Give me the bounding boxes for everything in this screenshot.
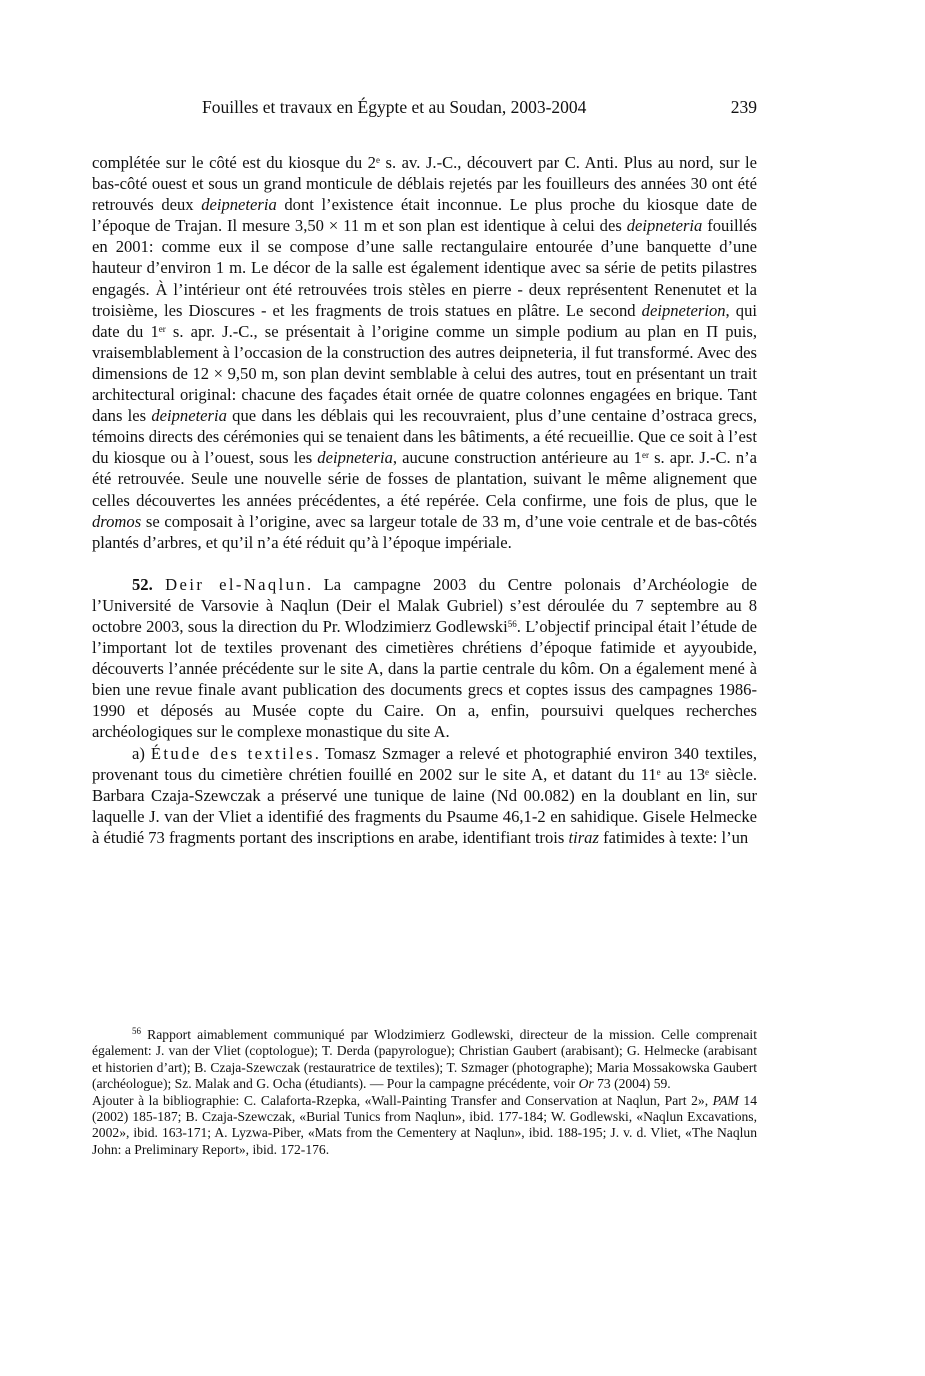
text-run: . La campagne 2003 du Centre polonais d’Archéologie de l’Université de Varsovie à Naqlun (Deir el Malak Gubriel) s’est déroulée du 7 septembre au 8 octobre 2003, sous la direction du Pr. Wlodzimierz Godlewski: [92, 574, 757, 636]
italic-term: Or: [578, 1076, 594, 1092]
text-run: fatimides à texte: l’un: [598, 827, 749, 847]
subsection-heading: Étude des textiles: [150, 743, 315, 763]
italic-term: deipneteria: [151, 406, 227, 426]
section-site-name: Deir el-Naqlun: [165, 574, 308, 594]
footnote-56: [92, 1027, 757, 1093]
text-run: complétée sur le côté est du kiosque du 2: [92, 153, 376, 172]
footnote-number: 56: [132, 1026, 141, 1036]
text-run: Ajouter à la bibliographie: C. Calaforta-Rzepka, «Wall-Painting Transfer and Conservation at Naqlun, Part 2»,: [92, 1092, 713, 1108]
page-number: 239: [730, 97, 757, 117]
text-run: que dans les déblais qui les recouvraient, plus d’une centaine d’ostraca grecs, témoins directs des cérémonies qui se tenaient dans les bâtiments, a été recueillie. Que ce soit à l’est du kiosque ou à l’ouest, sous les: [92, 406, 758, 468]
subsection-a-paragraph: [92, 743, 757, 848]
text-run: dont l’existence était inconnue. Le plus proche du kiosque date de l’époque de Trajan. Il mesure 3,50 × 11 m et son plan est identique à celui des: [92, 195, 757, 236]
main-text: [92, 152, 757, 848]
text-run: . L’objectif principal était l’étude de l’important lot de textiles provenant des cimetières chrétiens d’époque fatimide et ayyoubide, découverts l’année précédente sur le site A, dans la partie centrale du kôm. On a également mené à bien une revue finale avant publication des documents grecs et coptes issus des campagnes 1986-1990 et déposés au Musée copte du Caire. On a, enfin, poursuivi quelques recherches archéologiques sur le complexe monastique du site A.: [92, 616, 758, 742]
superscript: er: [641, 450, 649, 461]
italic-term: deipneteria: [201, 195, 277, 215]
superscript: er: [158, 323, 166, 334]
section-number: 52.: [132, 574, 153, 594]
text-run: se composait à l’origine, avec sa largeur totale de 33 m, d’une voie centrale et de bas-côtés plantés d’arbres, et qu’il n’a été réduit qu’à l’époque impériale.: [92, 511, 757, 552]
footnotes: [92, 1027, 757, 1158]
subsection-label: a): [132, 743, 151, 763]
text-run: s. apr. J.-C. n’a été retrouvée. Seule une nouvelle série de fosses de plantation, suivant le même alignement que celles découvertes les années précédentes, a été repérée. Cela confirme, une fois de plus, que le: [92, 448, 758, 510]
text-run: fouillés en 2001: comme eux il se compose d’une salle rectangulaire entourée d’une banquette d’une hauteur d’environ 1 m. Le décor de la salle est également identique avec sa série de petits pilastres engagés. À l’intérieur ont été retrouvées trois stèles en pierre - deux représentent Renenutet et la troisième, les Dioscures - et les fragments de trois statues en plâtre. Le second: [92, 216, 758, 320]
superscript: e: [705, 766, 709, 777]
text-run: . Tomasz Szmager a relevé et photographié environ 340 textiles, provenant tous du cimetière chrétien fouillé en 2002 sur le site A, et datant du 11: [92, 743, 757, 784]
superscript: e: [656, 766, 661, 777]
text-run: , qui date du 1: [92, 300, 757, 341]
italic-term: deipneteria: [626, 216, 703, 236]
italic-term: PAM: [712, 1092, 739, 1108]
text-run: s. apr. J.-C., se présentait à l’origine comme un simple podium au plan en Π puis, vraisemblablement à l’occasion de la construction des autres deipneteria, il fut transformé. Avec des dimensions de 12 × 9,50 m, son plan devint semblable à celui des autres, tout en présentant un trait architectural original: chacune des façades était ornée de quatre colonnes engagées en brique. Tant dans les: [92, 321, 757, 426]
footnote-reference[interactable]: 56: [507, 618, 517, 629]
text-run: 73 (2004) 59.: [593, 1076, 671, 1092]
paragraph-gap: [92, 553, 757, 574]
text-run: au 13: [660, 764, 705, 784]
text-run: , aucune construction antérieure au 1: [392, 448, 642, 468]
running-header: [92, 97, 757, 121]
superscript: e: [375, 155, 380, 165]
text-run: siècle. Barbara Czaja-Szewczak a préservé une tunique de laine (Nd 00.082) en la doublant en lin, sur laquelle J. van der Vliet a identifié des fragments du Psaume 46,1-2 en sahidique. Gisele Helmecke à étudié 73 fragments portant des inscriptions en arabe, identifiant trois: [92, 764, 757, 847]
running-title: Fouilles et travaux en Égypte et au Soudan, 2003-2004: [202, 97, 587, 117]
section-52-paragraph: [92, 574, 757, 743]
italic-term: deipneteria: [317, 448, 393, 468]
text-run: 14 (2002) 185-187; B. Czaja-Szewczak, «Burial Tunics from Naqlun», ibid. 177-184; W. Godlewski, «Naqlun Excavations, 2002», ibid. 163-171; A. Lyzwa-Piber, «Mats from the Cementery at Naqlun», ibid. 188-195; J. v. d. Vliet, «The Naqlun John: a Preliminary Report», ibid. 172-176.: [92, 1092, 757, 1157]
footnote-56-bibliography: [92, 1093, 757, 1159]
italic-term: tiraz: [568, 827, 599, 847]
text-run: s. av. J.-C., découvert par C. Anti. Plus au nord, sur le bas-côté ouest et sous un grand monticule de déblais rejetés par les fouilleurs des années 30 ont été retrouvés deux: [92, 153, 757, 215]
paragraph-kiosque: [92, 152, 757, 553]
italic-term: deipneterion: [641, 300, 726, 320]
text-run: Rapport aimablement communiqué par Wlodzimierz Godlewski, directeur de la mission. Celle comprenait également: J. van der Vliet (coptologue); T. Derda (papyrologue); Christian Gaubert (arabisant); G. Helmecke (arabisant et historien d’art); B. Czaja-Szewczak (restauratrice de textiles); T. Szmager (photographe); Maria Mossakowska Gaubert (archéologue); Sz. Malak and G. Ocha (étudiants). — Pour la campagne précédente, voir: [92, 1027, 757, 1092]
italic-term: dromos: [92, 511, 142, 531]
